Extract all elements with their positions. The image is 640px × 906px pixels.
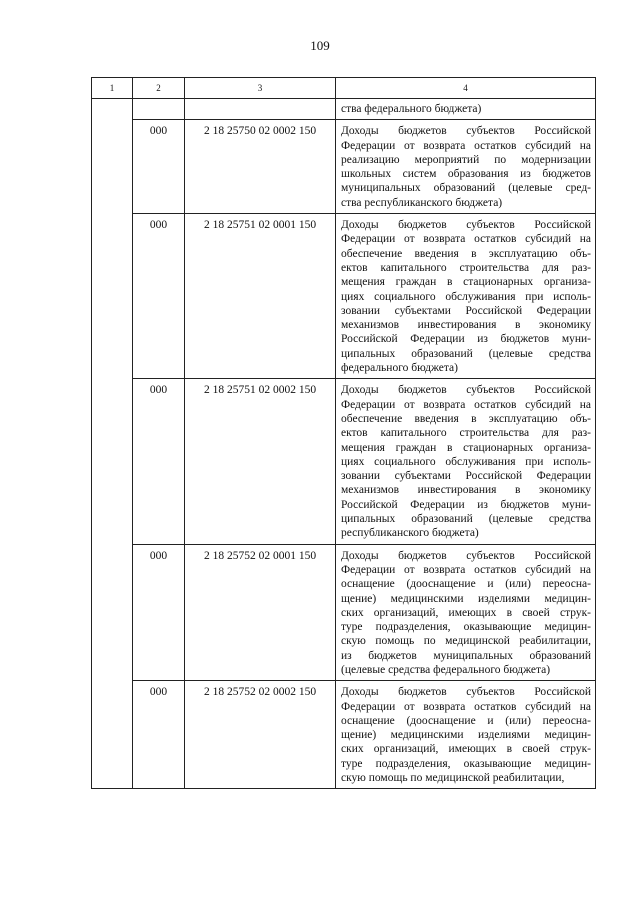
admin-code: 000 [149,384,168,397]
column-number-3: 3 [185,78,336,99]
description-line: ских организаций, имеющих в своей струк- [341,606,591,619]
table-row [92,120,596,214]
description-line: Федерации от возврата остатков субсидий на [341,700,591,713]
description-cell [336,99,596,120]
admin-code-cell [133,681,185,789]
description-cell [336,681,596,789]
description-cell [336,379,596,544]
description-line: Доходы бюджетов субъектов Российской [341,686,591,699]
description-line: мещения граждан в стационарных организа- [341,441,591,454]
description-line: Доходы бюджетов субъектов Российской [341,219,591,232]
income-code-cell [185,681,336,789]
table-row [92,544,596,681]
table-row [92,214,596,379]
description-line: щение) медицинскими изделиями медицин- [341,729,591,742]
description-line: туре подразделения, оказывающие медицин- [341,621,591,634]
description-line: ектов капитального строительства для раз- [341,261,591,274]
admin-code-cell [133,544,185,681]
admin-code-cell [133,120,185,214]
admin-code: 000 [149,219,168,232]
description-line: зовании субъектами Российской Федерации [341,470,591,483]
description-line: циях социального обслуживания при исполь- [341,455,591,468]
continued-text: ства федерального бюджета) [341,103,482,115]
table-row [92,681,596,789]
income-code: 2 18 25750 02 0002 150 [203,125,317,138]
description-line: Доходы бюджетов субъектов Российской [341,125,591,138]
income-code-cell [185,214,336,379]
description-line: Федерации от возврата остатков субсидий на [341,139,591,152]
description-line: Российской Федерации из бюджетов муни- [341,333,591,346]
description-line: Доходы бюджетов субъектов Российской [341,549,591,562]
description-line: скую помощь по медицинской реабилитации, [341,772,565,785]
income-code-cell [185,379,336,544]
description-line: ских организаций, имеющих в своей струк- [341,743,591,756]
column-number-1: 1 [92,78,133,99]
description-line: скую помощь по медицинской реабилитации, [341,635,591,648]
description-line: щение) медицинскими изделиями медицин- [341,592,591,605]
description [336,379,595,543]
table-row [92,379,596,544]
description-line: обеспечение введения в эксплуатацию объ- [341,412,591,425]
description-line: механизмов инвестирования в экономику [341,484,591,497]
description-cell [336,120,596,214]
income-code: 2 18 25751 02 0001 150 [203,219,317,232]
description-line: обеспечение введения в эксплуатацию объ- [341,247,591,260]
page-number: 109 [310,38,330,53]
description-line: Федерации от возврата остатков субсидий на [341,398,591,411]
income-code: 2 18 25752 02 0001 150 [203,549,317,562]
description-line: ципальных образований (целевые средства [341,513,591,526]
description-cell [336,544,596,681]
income-code-cell [185,99,336,120]
income-code-cell [185,544,336,681]
description-line: зовании субъектами Российской Федерации [341,304,591,317]
column-number-4: 4 [336,78,596,99]
admin-code: 000 [149,686,168,699]
admin-code-cell [133,99,185,120]
income-code: 2 18 25752 02 0002 150 [203,686,317,699]
description-line: (целевые средства федерального бюджета) [341,663,551,676]
description-line: оснащение (дооснащение и (или) переосна- [341,578,591,591]
description-line: из бюджетов муниципальных образований [341,649,591,662]
description-line: школьных систем образования из бюджетов [341,168,591,181]
description-line: муниципальных образований (целевые сред- [341,182,591,195]
description [336,681,595,788]
description-line: циях социального обслуживания при исполь- [341,290,591,303]
admin-code: 000 [149,549,168,562]
column-number-2: 2 [133,78,185,99]
income-code-cell [185,120,336,214]
description-cell [336,214,596,379]
description-line: федерального бюджета) [341,362,458,375]
admin-code-cell [133,214,185,379]
description-line: оснащение (дооснащение и (или) переосна- [341,714,591,727]
table-body [92,78,596,789]
admin-code-cell [133,379,185,544]
description-line: Федерации от возврата остатков субсидий на [341,233,591,246]
description-line: туре подразделения, оказывающие медицин- [341,757,591,770]
description [336,214,595,378]
description-line: ципальных образований (целевые средства [341,347,591,360]
table-row-continuation [92,99,596,120]
description-line: мещения граждан в стационарных организа- [341,276,591,289]
description-line: республиканского бюджета) [341,527,479,540]
column-1-cell [92,99,133,789]
description-line: Доходы бюджетов субъектов Российской [341,384,591,397]
description-line: ектов капитального строительства для раз- [341,427,591,440]
description-line: Российской Федерации из бюджетов муни- [341,498,591,511]
description-line: ства республиканского бюджета) [341,196,503,209]
description [336,120,595,213]
table-header-row [92,78,596,99]
admin-code: 000 [149,125,168,138]
description [336,545,595,681]
description-line: механизмов инвестирования в экономику [341,319,591,332]
income-codes-table [91,77,596,789]
description-line: Федерации от возврата остатков субсидий на [341,563,591,576]
description-line: реализацию мероприятий по модернизации [341,153,591,166]
income-code: 2 18 25751 02 0002 150 [203,384,317,397]
